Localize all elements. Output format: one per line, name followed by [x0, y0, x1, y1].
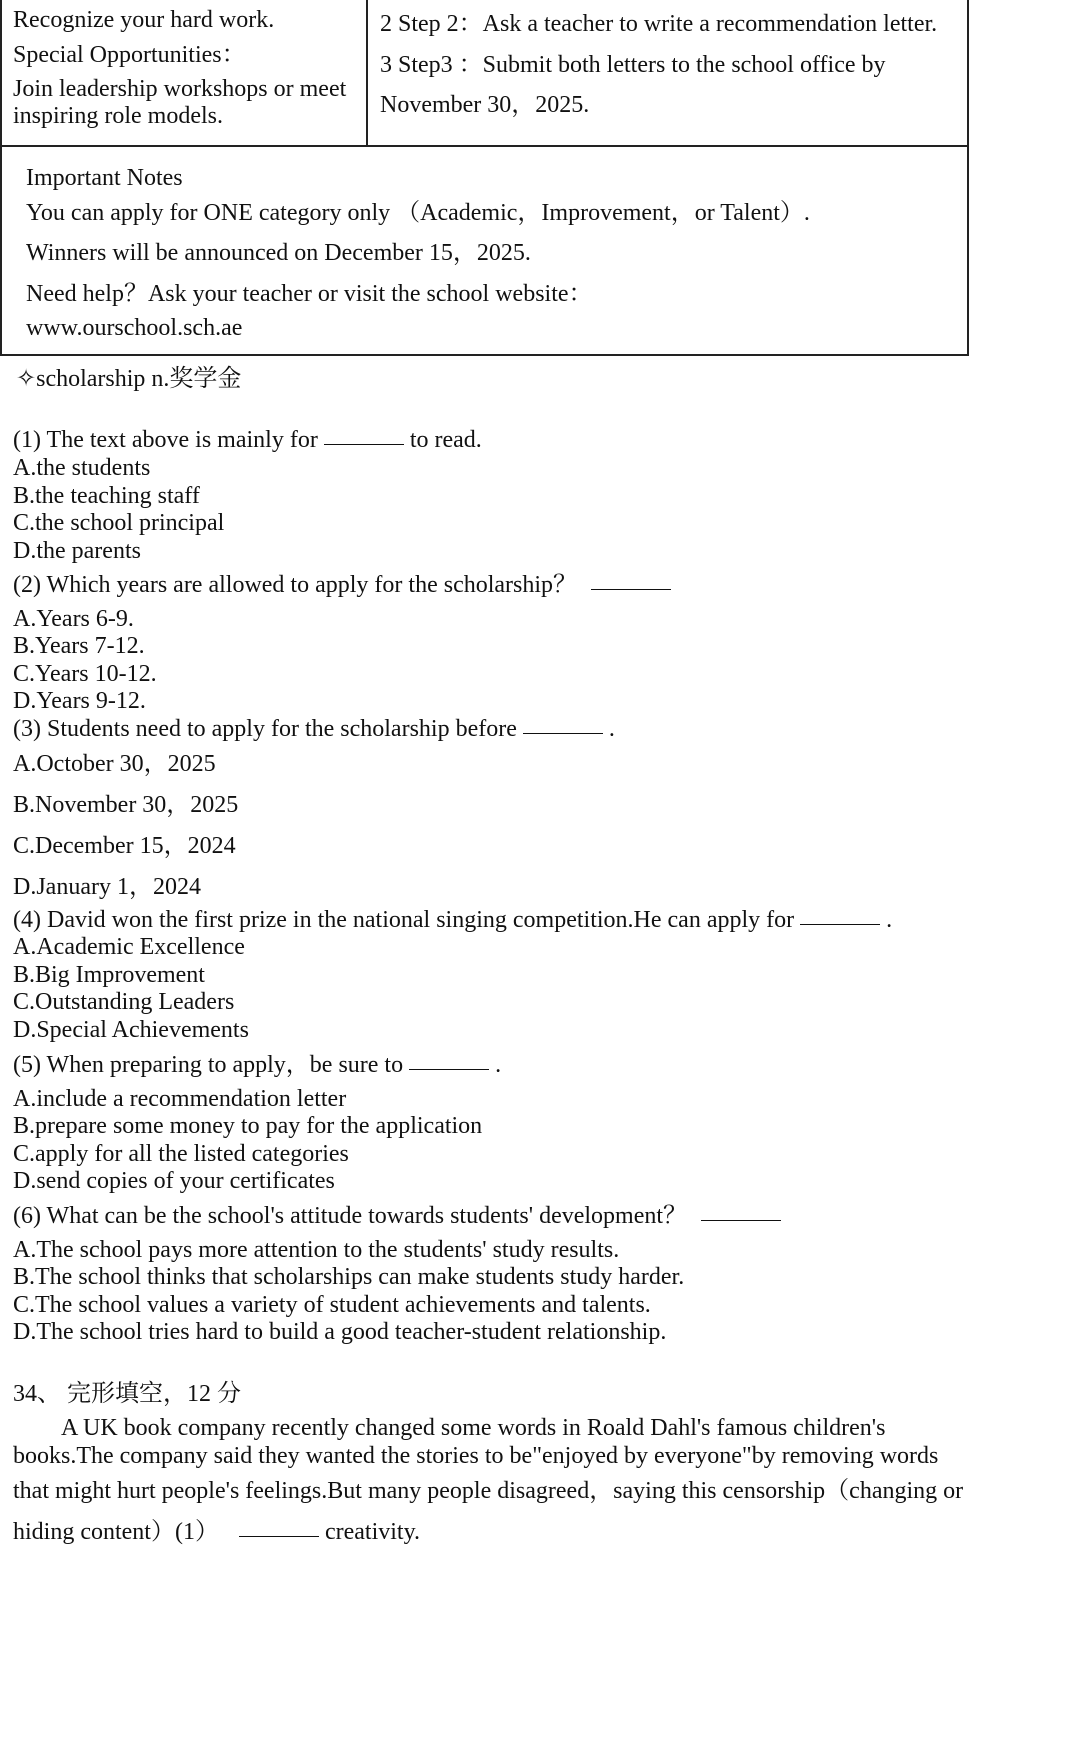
option: D.January 1，2024 [13, 874, 201, 900]
option: B.November 30，2025 [13, 792, 239, 818]
question-stem [13, 428, 482, 452]
option: C.Years 10-12. [13, 661, 157, 687]
question-text: (6) What can be the school's attitude towards students' development？ [13, 1203, 688, 1229]
option: D.The school tries hard to build a good teacher-student relationship. [13, 1319, 667, 1345]
notes-border-left [0, 146, 2, 356]
option: D.send copies of your certificates [13, 1168, 335, 1194]
notes-border-right [967, 146, 969, 356]
option: B.prepare some money to pay for the application [13, 1113, 483, 1139]
option: B.Big Improvement [13, 962, 205, 988]
table-left-line: Special Opportunities： [13, 42, 246, 68]
table-left-line: inspiring role models. [13, 103, 223, 129]
answer-blank [239, 1535, 319, 1537]
question-stem [13, 717, 615, 741]
option: B.Years 7-12. [13, 633, 145, 659]
glossary-note: ✧scholarship n.奖学金 [16, 366, 242, 392]
notes-line: Winners will be announced on December 15，2025. [26, 240, 531, 266]
question-text: (2) Which years are allowed to apply for the scholarship？ [13, 572, 578, 598]
passage-line [13, 1520, 420, 1544]
notes-title: Important Notes [26, 165, 183, 191]
table-right-line: 3 Step3 ：Submit both letters to the school office by [380, 52, 886, 78]
option: B.The school thinks that scholarships can make students study harder. [13, 1264, 685, 1290]
section-heading: 34、 完形填空，12 分 [13, 1381, 241, 1407]
table-left-line: Join leadership workshops or meet [13, 76, 347, 102]
option: A.October 30，2025 [13, 751, 216, 777]
question-text: (4) David won the first prize in the national singing competition.He can apply for [13, 907, 795, 933]
question-text: (3) Students need to apply for the scholarship before [13, 716, 517, 742]
passage-line: books.The company said they wanted the stories to be"enjoyed by everyone"by removing words [13, 1443, 939, 1469]
option: A.include a recommendation letter [13, 1086, 347, 1112]
question-stem [13, 1204, 787, 1228]
option: A.The school pays more attention to the students' study results. [13, 1237, 620, 1263]
table-right-line: 2 Step 2：Ask a teacher to write a recommendation letter. [380, 11, 938, 37]
table-right-line: November 30，2025. [380, 92, 590, 118]
question-stem [13, 908, 892, 932]
passage-text: hiding content）(1） [13, 1519, 219, 1545]
question-tail: . [608, 716, 615, 742]
table-left-line: Recognize your hard work. [13, 7, 275, 33]
passage-line: that might hurt people's feelings.But many people disagreed，saying this censorship（changing or [13, 1478, 964, 1504]
question-text: (1) The text above is mainly for [13, 427, 318, 453]
option: A.the students [13, 455, 151, 481]
table-border-mid [366, 0, 368, 146]
table-border-left [0, 0, 2, 146]
notes-line: Need help？Ask your teacher or visit the school website： [26, 281, 593, 307]
option: A.Academic Excellence [13, 934, 245, 960]
table-border-bottom [0, 145, 969, 147]
table-border-right [967, 0, 969, 146]
question-stem [13, 1053, 501, 1077]
option: D.Years 9-12. [13, 688, 146, 714]
option: C.The school values a variety of student achievements and talents. [13, 1292, 651, 1318]
passage-tail: creativity. [324, 1519, 421, 1545]
option: D.the parents [13, 538, 141, 564]
option: A.Years 6-9. [13, 606, 134, 632]
question-text: (5) When preparing to apply，be sure to [13, 1052, 404, 1078]
passage-line: A UK book company recently changed some words in Roald Dahl's famous children's [61, 1415, 886, 1441]
question-tail: . [886, 907, 893, 933]
answer-blank [800, 923, 880, 925]
answer-blank [409, 1068, 489, 1070]
notes-url: www.ourschool.sch.ae [26, 315, 243, 341]
answer-blank [523, 732, 603, 734]
option: C.the school principal [13, 510, 225, 536]
question-tail: to read. [409, 427, 482, 453]
notes-border-bottom [0, 354, 969, 356]
question-tail: . [495, 1052, 502, 1078]
question-stem [13, 573, 677, 597]
option: B.the teaching staff [13, 483, 200, 509]
option: C.December 15，2024 [13, 833, 236, 859]
option: C.Outstanding Leaders [13, 989, 235, 1015]
option: C.apply for all the listed categories [13, 1141, 349, 1167]
option: D.Special Achievements [13, 1017, 249, 1043]
notes-line: You can apply for ONE category only （Academic，Improvement，or Talent）. [26, 200, 810, 226]
answer-blank [591, 588, 671, 590]
answer-blank [324, 443, 404, 445]
answer-blank [701, 1219, 781, 1221]
